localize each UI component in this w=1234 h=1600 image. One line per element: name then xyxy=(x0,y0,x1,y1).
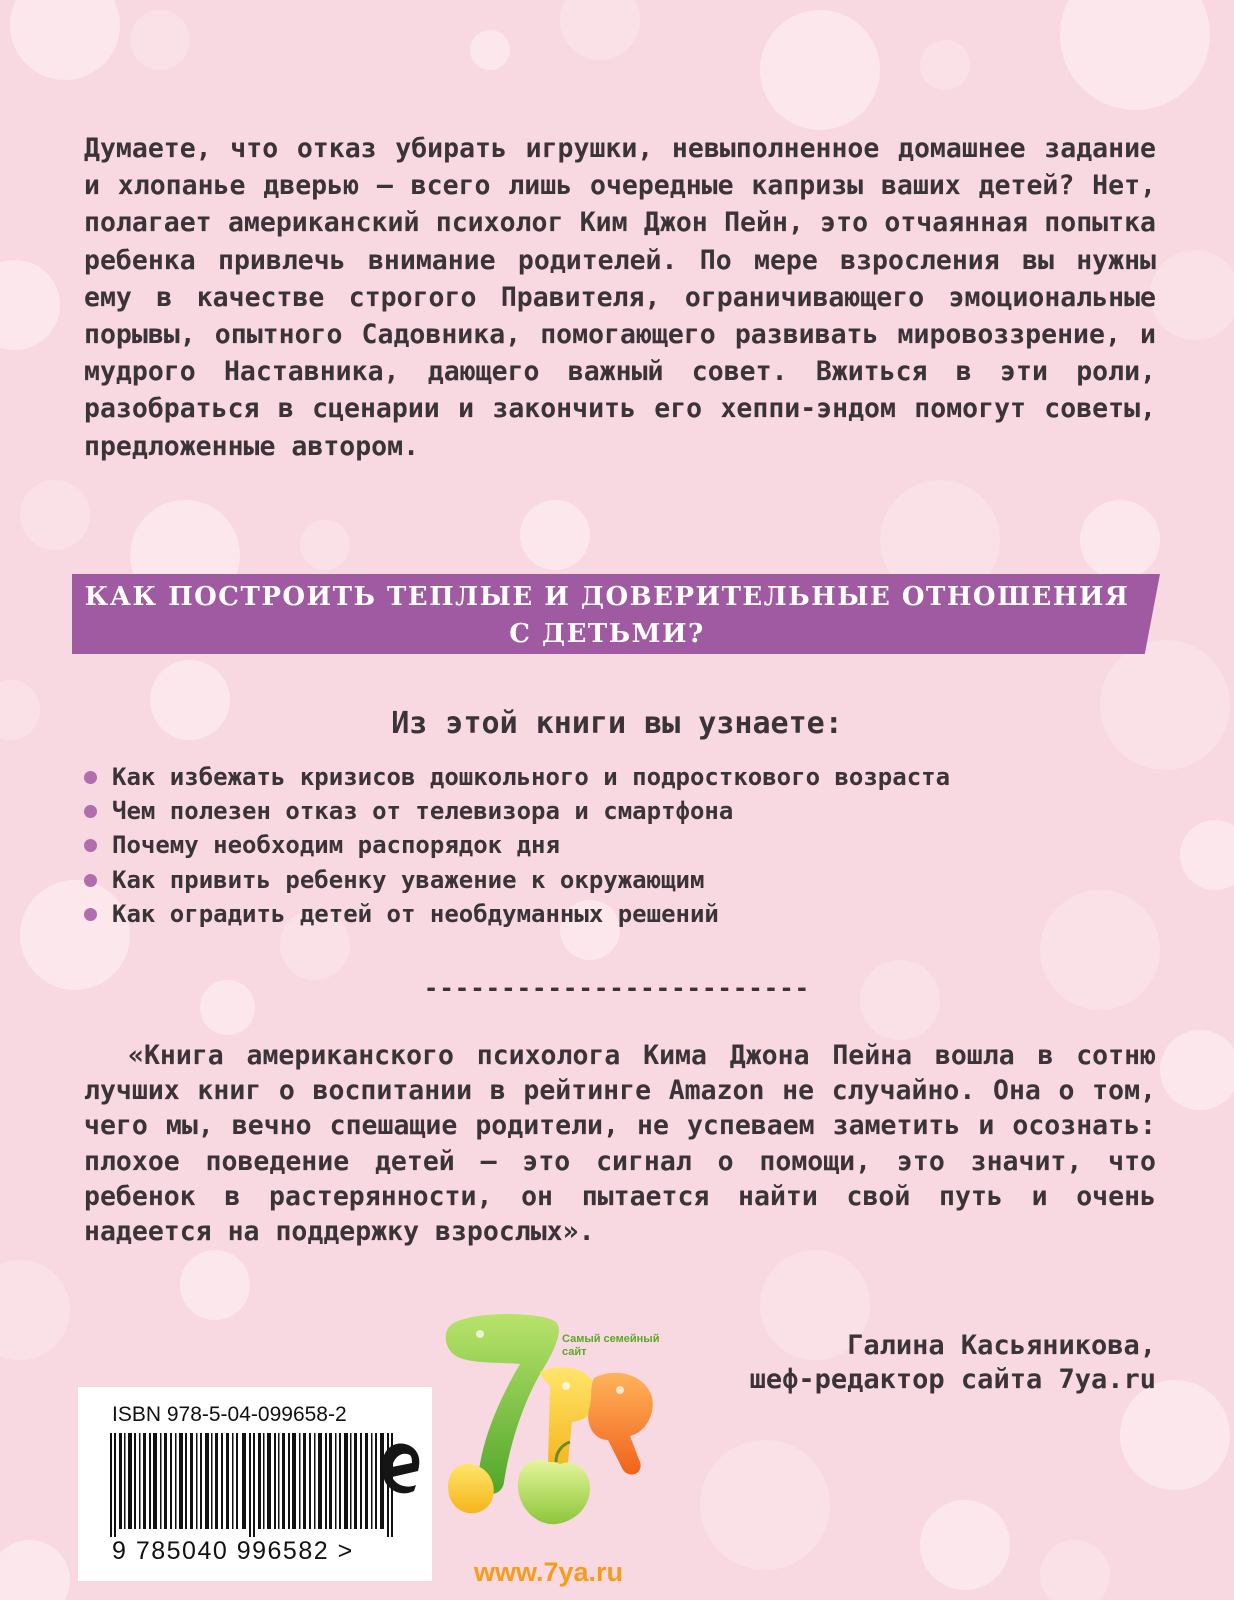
bullet-icon xyxy=(84,771,97,784)
logo-tagline: Самый семейный сайт xyxy=(562,1333,660,1358)
review-quote: «Книга американского психолога Кима Джона Пейна вошла в сотню лучших книг о воспитании в рейтинге Amazon не случайно. Она о том, чего мы, вечно спешащие родители, не успеваем заметить и осознать: плохое поведение детей – это сигнал о помощи, это значит, что ребенок в растерянности, он пытается найти свой путь и очень надеется на поддержку взрослых». xyxy=(84,1040,1156,1248)
signature-name: Галина Касьяникова, xyxy=(847,1330,1156,1361)
learn-item-text: Чем полезен отказ от телевизора и смартфона xyxy=(112,797,734,826)
bullet-icon xyxy=(84,874,97,887)
barcode-icon xyxy=(110,1433,400,1537)
learn-item xyxy=(84,897,950,931)
bullet-icon xyxy=(84,839,97,852)
eksmo-logo-icon xyxy=(376,1435,426,1505)
learn-item xyxy=(84,863,950,897)
learn-item xyxy=(84,760,950,794)
logo-url: www.7ya.ru xyxy=(474,1557,624,1587)
barcode-digits: 9 785040 996582 > xyxy=(112,1537,354,1565)
learn-list xyxy=(84,760,950,931)
banner-line-1: КАК ПОСТРОИТЬ ТЕПЛЫЕ И ДОВЕРИТЕЛЬНЫЕ ОТНОШЕНИЯ xyxy=(84,582,1130,612)
learn-item-text: Как оградить детей от необдуманных решений xyxy=(112,899,719,928)
learn-heading: Из этой книги вы узнаете: xyxy=(391,706,843,741)
banner-line-2: С ДЕТЬМИ? xyxy=(509,619,705,649)
banner-text xyxy=(72,579,1142,653)
learn-item-text: Как избежать кризисов дошкольного и подросткового возраста xyxy=(112,763,951,791)
signature-role: шеф-редактор сайта 7ya.ru xyxy=(749,1364,1156,1395)
learn-item xyxy=(84,828,950,862)
section-divider: ------------------------- xyxy=(423,974,811,1002)
learn-item-text: Почему необходим распорядок дня xyxy=(112,831,560,860)
bullet-icon xyxy=(84,908,97,921)
bullet-icon xyxy=(84,805,97,818)
isbn-label: ISBN 978-5-04-099658-2 xyxy=(112,1403,347,1426)
quote-signature xyxy=(750,1329,1156,1397)
blurb-paragraph: Думаете, что отказ убирать игрушки, невыполненное домашнее задание и хлопанье дверью – всего лишь очередные капризы ваших детей? Нет, полагает американский психолог Ким Джон Пейн, это отчаянная попытка ребенка привлечь внимание родителей. По мере взросления вы нужны ему в качестве строгого Правителя, ограничивающего эмоциональные порывы, опытного Садовника, помогающего развивать мировоззрение, и мудрого Наставника, дающего важный совет. Вжиться в эти роли, разобраться в сценарии и закончить его хеппи-эндом помогут советы, предложенные автором. xyxy=(84,133,1156,462)
learn-item xyxy=(84,794,950,828)
learn-item-text: Как привить ребенку уважение к окружающим xyxy=(112,865,705,894)
